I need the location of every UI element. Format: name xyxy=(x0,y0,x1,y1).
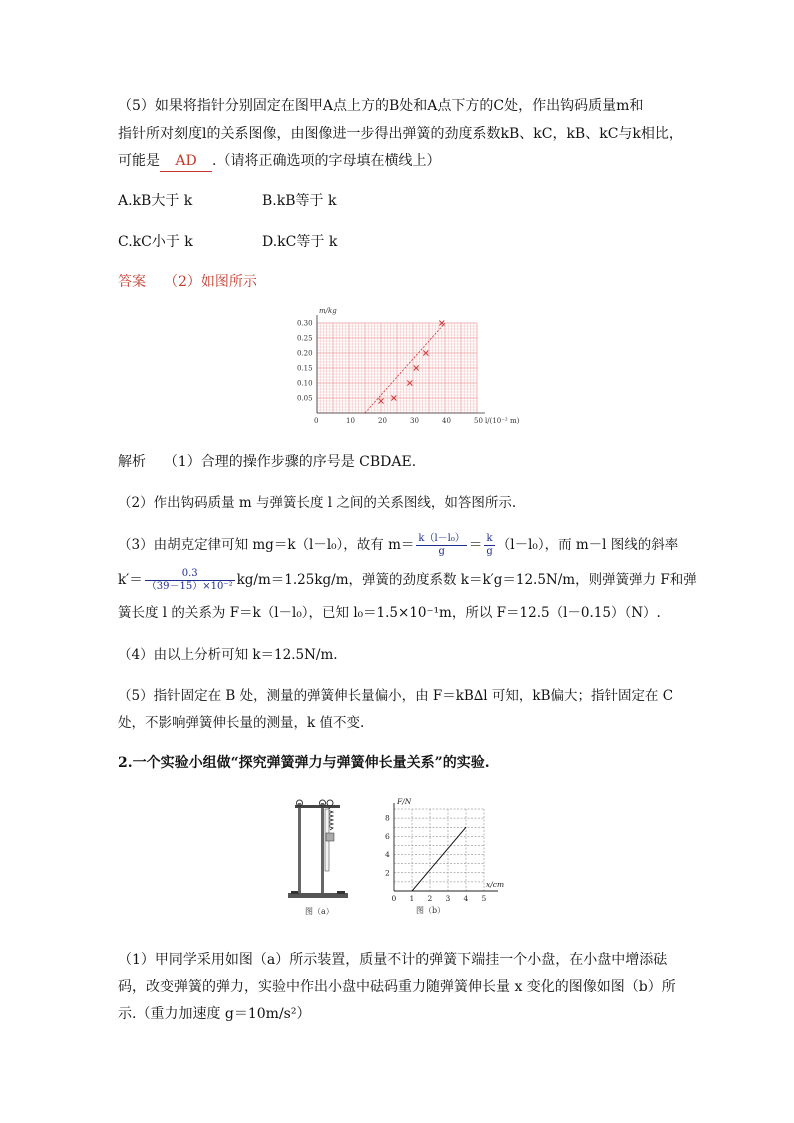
figure-a-caption: 图（a） xyxy=(305,907,334,916)
frac-1 xyxy=(416,533,466,558)
y-tick-label: 0.20 xyxy=(297,349,313,358)
x-axis-label: l/(10⁻² m) xyxy=(485,417,520,425)
frac-3-den: （39－15）×10⁻² xyxy=(146,581,233,592)
analysis-p3-line-2 xyxy=(118,568,697,593)
y-tick-label: 0.30 xyxy=(297,319,313,328)
y-tick-label: 8 xyxy=(385,813,390,823)
x-tick-label: 0 xyxy=(314,417,319,425)
hanging-pan xyxy=(326,833,334,841)
frac-3 xyxy=(145,568,235,593)
frac-2-den: g xyxy=(486,546,493,557)
y-tick-label: 0.05 xyxy=(297,394,313,403)
y-tick-label: 0.10 xyxy=(297,379,313,388)
answer-label: 答案 xyxy=(118,274,146,290)
analysis-p4: （4）由以上分析可知 k＝12.5N/m. xyxy=(118,647,338,663)
data-line xyxy=(412,827,466,891)
q5-line-2: 指针所对刻度l的关系图像，由图像进一步得出弹簧的劲度系数kB、kC，kB、kC与k相比， xyxy=(118,126,683,142)
x-tick-label: 30 xyxy=(410,417,419,425)
option-b: B.kB等于 k xyxy=(262,193,337,209)
p3b-post: kg/m＝1.25kg/m，弹簧的劲度系数 k＝k′g＝12.5N/m，则弹簧弹力 F和弹 xyxy=(236,572,697,588)
q2-title: 2.一个实验小组做“探究弹簧弹力与弹簧伸长量关系”的实验. xyxy=(118,755,490,771)
y-tick-label: 6 xyxy=(385,831,390,841)
x-axis-label: x/cm xyxy=(486,880,505,889)
p3a-eq: ＝ xyxy=(468,537,483,553)
x-tick-label: 0 xyxy=(391,894,397,903)
analysis-p1: （1）合理的操作步骤的序号是 CBDAE. xyxy=(163,454,417,470)
q5-line-3-post: .（请将正确选项的字母填在横线上） xyxy=(212,153,441,169)
analysis-p2: （2）作出钩码质量 m 与弹簧长度 l 之间的关系图线，如答图所示. xyxy=(118,495,517,511)
figure-a-apparatus xyxy=(285,795,360,920)
p3a-post: （l－l₀），而 m－l 图线的斜率 xyxy=(496,537,679,553)
x-tick-label: 40 xyxy=(442,417,451,425)
f-x-chart xyxy=(370,795,520,920)
analysis-p5-line-1: （5）指针固定在 B 处，测量的弹簧伸长量偏小，由 F＝kB∆l 可知，kB偏大；指针固定在 C xyxy=(118,688,674,704)
q5-line-3-pre: 可能是 xyxy=(118,153,160,169)
analysis-p3-line-3: 簧长度 l 的关系为 F＝k（l－l₀），已知 l₀＝1.5×10⁻¹m，所以 F＝12.5（l－0.15）（N）. xyxy=(118,605,661,621)
q2-p1: （1）甲同学采用如图（a）所示装置，质量不计的弹簧下端挂一个小盘，在小盘中增添砝 xyxy=(118,952,668,968)
q2-p3: 示.（重力加速度 g＝10m/s²） xyxy=(118,1006,311,1022)
p3b-pre: k′＝ xyxy=(118,572,143,588)
stand-rod-left xyxy=(298,803,301,893)
option-c: C.kC小于 k xyxy=(118,234,193,250)
analysis-p5-line-2: 处，不影响弹簧伸长量的测量，k 值不变. xyxy=(118,715,365,731)
frac-1-den: g xyxy=(438,546,445,557)
x-tick-label: 1 xyxy=(409,894,415,903)
x-tick-label: 2 xyxy=(427,894,433,903)
answer-text: （2）如图所示 xyxy=(164,274,257,290)
x-tick-label: 5 xyxy=(481,894,487,903)
x-tick-label: 20 xyxy=(378,417,387,425)
y-axis-label: F/N xyxy=(397,797,412,806)
m-l-chart xyxy=(285,305,520,425)
q2-p2: 码，改变弹簧的弹力，实验中作出小盘中砝码重力随弹簧伸长量 x 变化的图像如图（b）所 xyxy=(118,979,676,995)
analysis-line-1 xyxy=(118,452,416,472)
x-tick-label: 10 xyxy=(346,417,355,425)
option-d: D.kC等于 k xyxy=(262,234,338,250)
x-tick-label: 3 xyxy=(445,894,451,903)
frac-1-num: k（l－l₀） xyxy=(418,533,465,544)
q5-line-1: （5）如果将指针分别固定在图甲A点上方的B处和A点下方的C处，作出钩码质量m和 xyxy=(118,98,644,114)
frac-3-num: 0.3 xyxy=(145,568,235,581)
stand-rod-right xyxy=(321,803,324,893)
y-tick-label: 2 xyxy=(385,868,390,878)
y-tick-label: 0.25 xyxy=(297,334,313,343)
right-foot xyxy=(337,891,345,894)
x-tick-label: 50 xyxy=(474,417,483,425)
x-tick-label: 4 xyxy=(463,894,469,903)
y-axis-label: m/kg xyxy=(319,307,337,315)
left-foot xyxy=(291,891,299,894)
frac-2-num: k xyxy=(484,533,494,546)
y-tick-label: 0.15 xyxy=(297,364,313,373)
q5-line-3 xyxy=(118,151,440,172)
frac-2 xyxy=(484,533,494,558)
p3a-pre: （3）由胡克定律可知 mg＝k（l－l₀），故有 m＝ xyxy=(118,537,415,553)
analysis-p3-line-1 xyxy=(118,533,678,558)
answer-blank: AD xyxy=(160,151,212,172)
analysis-label: 解析 xyxy=(118,454,146,470)
figure-b-caption: 图（b） xyxy=(416,906,446,915)
option-a: A.kB大于 k xyxy=(118,193,193,209)
y-tick-label: 4 xyxy=(385,850,390,860)
